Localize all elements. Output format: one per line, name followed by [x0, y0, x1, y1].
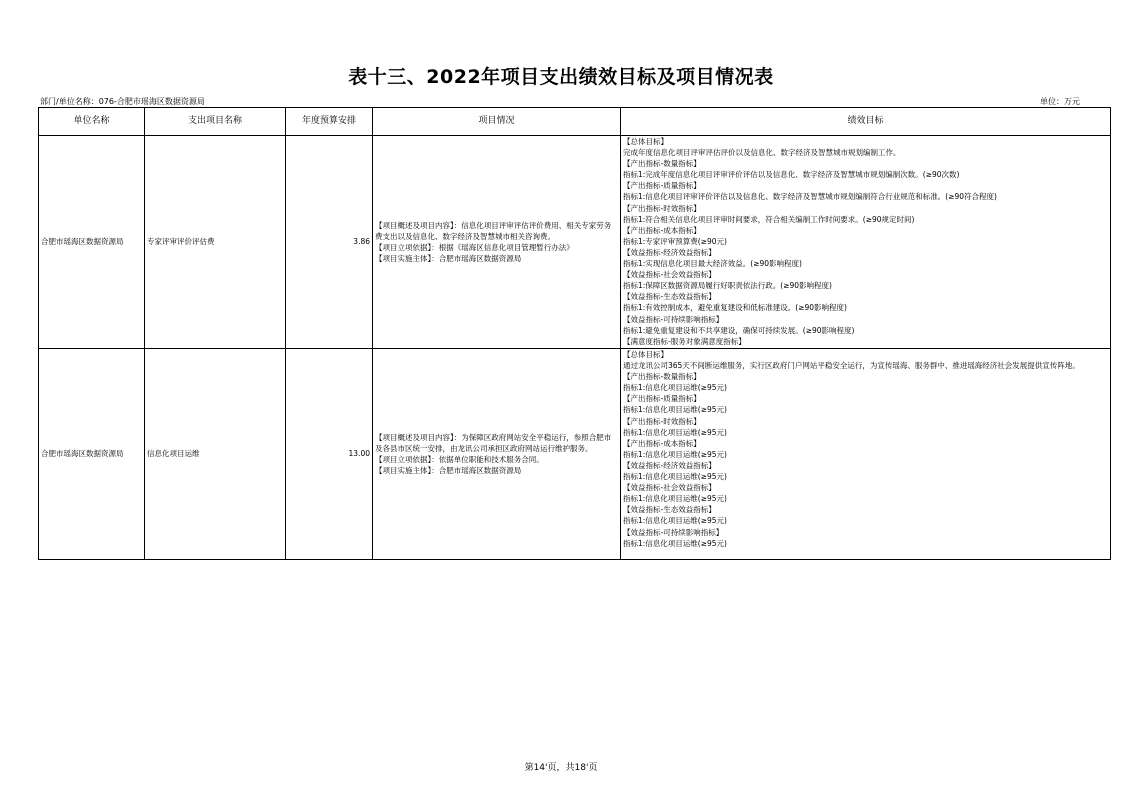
goal-line: 【产出指标-成本指标】	[623, 438, 701, 448]
info-line: 【项目概述及项目内容】：为保障区政府网站安全平稳运行，参照合肥市及各县市区统一安排，由龙讯公司承担区政府网站运行维护服务。	[375, 432, 612, 453]
goal-line: 指标1:信息化项目运维(≥95元)	[623, 494, 727, 504]
goal-line: 指标1:避免重复建设和不共享建设，确保可持续发展。(≥90影响程度)	[623, 325, 855, 335]
cell-project-name: 信息化项目运维	[145, 349, 286, 560]
goal-line: 【总体目标】	[623, 137, 668, 146]
goal-line: 指标1:信息化项目运维(≥95元)	[623, 449, 727, 459]
goal-line: 【效益指标-生态效益指标】	[623, 292, 716, 302]
header-project-name: 支出项目名称	[145, 108, 286, 136]
cell-annual-budget: 3.86	[286, 136, 373, 349]
performance-table	[38, 107, 1111, 560]
goal-line: 【总体目标】	[623, 350, 668, 359]
goal-line: 【产出指标-时效指标】	[623, 416, 701, 426]
info-line: 【项目立项依据】：根据《瑶海区信息化项目管理暂行办法》	[375, 243, 574, 252]
goal-line: 【效益指标-可持续影响指标】	[623, 527, 724, 537]
goal-line: 指标1:信息化项目运维(≥95元)	[623, 405, 727, 415]
header-annual-budget: 年度预算安排	[286, 108, 373, 136]
goal-line: 指标1:实现信息化项目最大经济效益。(≥90影响程度)	[623, 259, 802, 269]
cell-project-info	[373, 136, 621, 349]
cell-project-name: 专家评审评价评估费	[145, 136, 286, 349]
goal-line: 【产出指标-数量指标】	[623, 159, 701, 169]
goal-line: 指标1:保障区数据资源局履行好职责依法行政。(≥90影响程度)	[623, 281, 832, 291]
cell-unit-name: 合肥市瑶海区数据资源局	[39, 136, 145, 349]
goal-line: 通过龙讯公司365天不间断运维服务，实行区政府门户网站平稳安全运行，为宣传瑶海、服务群中、推进瑶海经济社会发展提供宣传阵地。	[623, 361, 1080, 371]
goal-line: 【产出指标-数量指标】	[623, 372, 701, 382]
goal-line: 【产出指标-质量指标】	[623, 181, 701, 191]
cell-performance-goals	[621, 349, 1111, 560]
unit-label: 单位：万元	[1040, 97, 1080, 106]
goal-line: 【产出指标-质量指标】	[623, 394, 701, 404]
header-project-info: 项目情况	[373, 108, 621, 136]
goal-line: 指标1:有效控制成本，避免重复建设和低标准建设。(≥90影响程度)	[623, 303, 847, 313]
goal-line: 指标1:信息化项目运维(≥95元)	[623, 538, 727, 548]
cell-annual-budget: 13.00	[286, 349, 373, 560]
table-row	[39, 349, 1111, 560]
table-row	[39, 136, 1111, 349]
goal-line: 【效益指标-经济效益指标】	[623, 247, 716, 257]
info-line: 【项目概述及项目内容】：信息化项目评审评估评价费用、相关专家劳务费支出以及信息化、数字经济及智慧城市相关咨询费。	[375, 220, 612, 241]
goal-line: 指标1:信息化项目运维(≥95元)	[623, 516, 727, 526]
page-footer: 第14'页，共18'页	[524, 763, 598, 773]
goal-line: 指标1:信息化项目运维(≥95元)	[623, 472, 727, 482]
department-label: 部门/单位名称：076-合肥市瑶海区数据资源局	[40, 97, 205, 106]
info-line: 【项目实施主体】：合肥市瑶海区数据资源局	[375, 254, 522, 264]
cell-performance-goals	[621, 136, 1111, 349]
goal-line: 【效益指标-社会效益指标】	[623, 483, 716, 493]
info-line: 【项目立项依据】：依据单位职能和技术服务合同。	[375, 455, 544, 464]
page-title: 表十三、2022年项目支出绩效目标及项目情况表	[348, 66, 774, 88]
goal-line: 【效益指标-可持续影响指标】	[623, 314, 724, 324]
goal-line: 【效益指标-生态效益指标】	[623, 505, 716, 515]
goal-line: 指标1:符合相关信息化项目评审时间要求，符合相关编制工作时间要求。(≥90规定时间)	[623, 214, 915, 224]
goal-line: 【满意度指标-服务对象满意度指标】	[623, 336, 746, 346]
header-performance-goals: 绩效目标	[621, 108, 1111, 136]
goal-line: 指标1:信息化项目评审评价评估以及信息化、数字经济及智慧城市规划编制符合行业规范和标准。(≥90符合程度)	[623, 192, 997, 202]
goal-line: 指标1:专家评审预算费(≥90元)	[623, 236, 727, 246]
table-header-row	[39, 108, 1111, 136]
goal-line: 完成年度信息化项目评审评估评价以及信息化、数字经济及智慧城市规划编制工作。	[623, 148, 901, 158]
goal-line: 指标1:信息化项目运维(≥95元)	[623, 383, 727, 393]
goal-line: 指标1:完成年度信息化项目评审评价评估以及信息化、数字经济及智慧城市规划编制次数。(≥90次数)	[623, 170, 960, 180]
cell-unit-name: 合肥市瑶海区数据资源局	[39, 349, 145, 560]
info-line: 【项目实施主体】：合肥市瑶海区数据资源局	[375, 466, 522, 476]
goal-line: 【产出指标-时效指标】	[623, 203, 701, 213]
header-unit-name: 单位名称	[39, 108, 145, 136]
goal-line: 【产出指标-成本指标】	[623, 225, 701, 235]
goal-line: 【效益指标-社会效益指标】	[623, 270, 716, 280]
goal-line: 【效益指标-经济效益指标】	[623, 460, 716, 470]
goal-line: 指标1:信息化项目运维(≥95元)	[623, 427, 727, 437]
cell-project-info	[373, 349, 621, 560]
